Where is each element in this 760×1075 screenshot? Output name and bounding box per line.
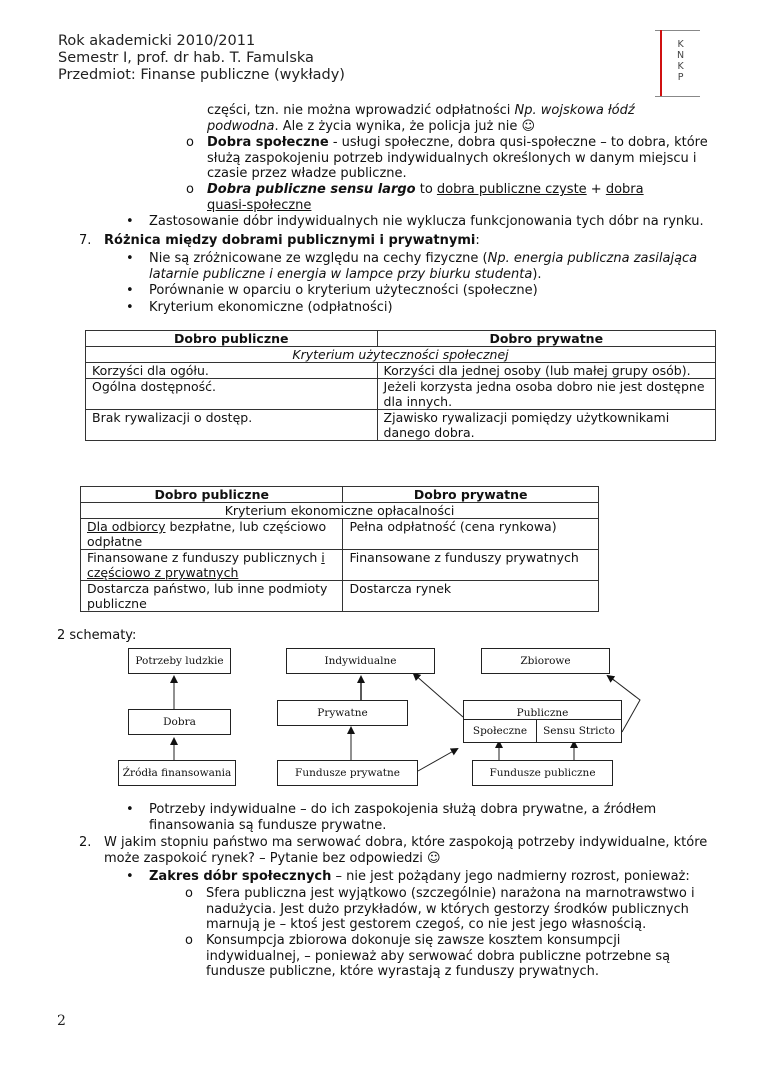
item-dobra-spoleczne-line3: czasie przez władze publiczne.	[207, 166, 407, 181]
item-sensu-largo-line1: Dobra publiczne sensu largo to dobra publiczne czyste + dobra	[207, 182, 644, 197]
table-cell: Finansowane z funduszy publicznych i częściowo z prywatnych	[81, 550, 343, 581]
intro-continuation-line1: części, tzn. nie można wprowadzić odpłatności Np. wojskowa łódź	[207, 103, 635, 118]
header-semester: Semestr I, prof. dr hab. T. Famulska	[58, 50, 314, 66]
box-fundusze-publiczne: Fundusze publiczne	[472, 760, 613, 786]
table-subheader: Kryterium ekonomiczne opłacalności	[81, 503, 599, 519]
bullet-icon: •	[126, 869, 134, 884]
bullet-cechy-fizyczne-line1: Nie są zróżnicowane ze względu na cechy fizyczne (Np. energia publiczna zasilająca	[149, 251, 698, 266]
bullet-porownanie: Porównanie w oparciu o kryterium użyteczności (społeczne)	[149, 283, 538, 298]
bullet-zakres-dobr-spolecznych: Zakres dóbr społecznych – nie jest pożądany jego nadmierny rozrost, ponieważ:	[149, 869, 690, 884]
logo-letters: K N K P	[677, 39, 685, 83]
bullet-icon: •	[126, 214, 134, 229]
subitem-sfera-publiczna-line1: Sfera publiczna jest wyjątkowo (szczególnie) narażona na marnotrawstwo i	[206, 886, 695, 901]
box-prywatne: Prywatne	[277, 700, 408, 726]
column-header: Dobro publiczne	[81, 487, 343, 503]
table-cell: Korzyści dla jednej osoby (lub małej grupy osób).	[377, 363, 715, 379]
bullet-zastosowanie: Zastosowanie dóbr indywidualnych nie wyklucza funkcjonowania tych dóbr na rynku.	[149, 214, 704, 229]
bullet-kryterium-ekonomiczne: Kryterium ekonomiczne (odpłatności)	[149, 300, 393, 315]
column-header: Dobro prywatne	[377, 331, 715, 347]
item-dobra-spoleczne-line2: służą zaspokojeniu potrzeb indywidualnych określonych w danym miejscu i	[207, 151, 697, 166]
item-dobra-spoleczne-line1: Dobra społeczne - usługi społeczne, dobra qusi-społeczne – to dobra, które	[207, 135, 708, 150]
subitem-konsumpcja-line2: indywidualnej, – ponieważ aby serwować dobra publiczne potrzebne są	[206, 949, 671, 964]
table-cell: Finansowane z funduszy prywatnych	[343, 550, 599, 581]
list-marker-o: o	[186, 135, 194, 150]
section-7-heading: Różnica między dobrami publicznymi i prywatnymi:	[104, 233, 480, 248]
subitem-sfera-publiczna-line2: nadużycia. Jest dużo przykładów, w których gestorzy środków publicznych	[206, 902, 689, 917]
box-sensu-stricto: Sensu Stricto	[536, 719, 622, 743]
table-cell: Dostarcza rynek	[343, 581, 599, 612]
list-marker-o: o	[185, 933, 193, 948]
header-academic-year: Rok akademicki 2010/2011	[58, 33, 256, 49]
header-subject: Przedmiot: Finanse publiczne (wykłady)	[58, 67, 345, 83]
subitem-konsumpcja-line3: fundusze publiczne, które wyrastają z funduszy prywatnych.	[206, 964, 600, 979]
table-cell: Jeżeli korzysta jedna osoba dobro nie jest dostępne dla innych.	[377, 379, 715, 410]
box-zbiorowe: Zbiorowe	[481, 648, 610, 674]
link-dobra-publiczne-czyste: dobra publiczne czyste	[436, 182, 587, 197]
box-potrzeby-ludzkie: Potrzeby ludzkie	[128, 648, 231, 674]
box-fundusze-prywatne: Fundusze prywatne	[277, 760, 418, 786]
bullet-icon: •	[126, 802, 134, 817]
question-line1: W jakim stopniu państwo ma serwować dobra, które zaspokoją potrzeby indywidualne, które	[104, 835, 708, 850]
box-spoleczne: Społeczne	[463, 719, 537, 743]
subitem-sfera-publiczna-line3: marnują je – ktoś jest gestorem czegoś, co nie jest jego własnością.	[206, 917, 647, 932]
box-dobra: Dobra	[128, 709, 231, 735]
bullet-potrzeby-indywidualne-line1: Potrzeby indywidualne – do ich zaspokojenia służą dobra prywatne, a źródłem	[149, 802, 657, 817]
table-cell: Korzyści dla ogółu.	[86, 363, 378, 379]
table-cell: Dla odbiorcy bezpłatne, lub częściowo odpłatne	[81, 519, 343, 550]
section-number: 7.	[79, 233, 92, 248]
bullet-potrzeby-indywidualne-line2: finansowania są fundusze prywatne.	[149, 818, 387, 833]
box-zrodla-finansowania: Źródła finansowania	[118, 760, 236, 786]
subitem-konsumpcja-line1: Konsumpcja zbiorowa dokonuje się zawsze kosztem konsumpcji	[206, 933, 621, 948]
page-number: 2	[57, 1013, 66, 1029]
table-cell: Brak rywalizacji o dostęp.	[86, 410, 378, 441]
table-cell: Zjawisko rywalizacji pomiędzy użytkownikami danego dobra.	[377, 410, 715, 441]
bullet-icon: •	[126, 283, 134, 298]
list-number: 2.	[79, 835, 92, 850]
bullet-cechy-fizyczne-line2: latarnie publiczne i energia w lampce przy biurku studenta).	[149, 267, 542, 282]
schemes-label: 2 schematy:	[57, 628, 137, 643]
table-cell: Dostarcza państwo, lub inne podmioty publiczne	[81, 581, 343, 612]
table-cell: Pełna odpłatność (cena rynkowa)	[343, 519, 599, 550]
column-header: Dobro prywatne	[343, 487, 599, 503]
bullet-icon: •	[126, 300, 134, 315]
list-marker-o: o	[185, 886, 193, 901]
column-header: Dobro publiczne	[86, 331, 378, 347]
item-sensu-largo-line2: quasi-społeczne	[207, 198, 312, 213]
box-indywidualne: Indywidualne	[286, 648, 435, 674]
intro-continuation-line2: podwodna. Ale z życia wynika, że policja już nie ☺	[207, 119, 536, 134]
box-publiczne: Publiczne	[463, 700, 622, 720]
table-subheader: Kryterium użyteczności społecznej	[86, 347, 716, 363]
question-line2: może zaspokoić rynek? – Pytanie bez odpowiedzi ☺	[104, 851, 441, 866]
table-cell: Ogólna dostępność.	[86, 379, 378, 410]
list-marker-o: o	[186, 182, 194, 197]
bullet-icon: •	[126, 251, 134, 266]
